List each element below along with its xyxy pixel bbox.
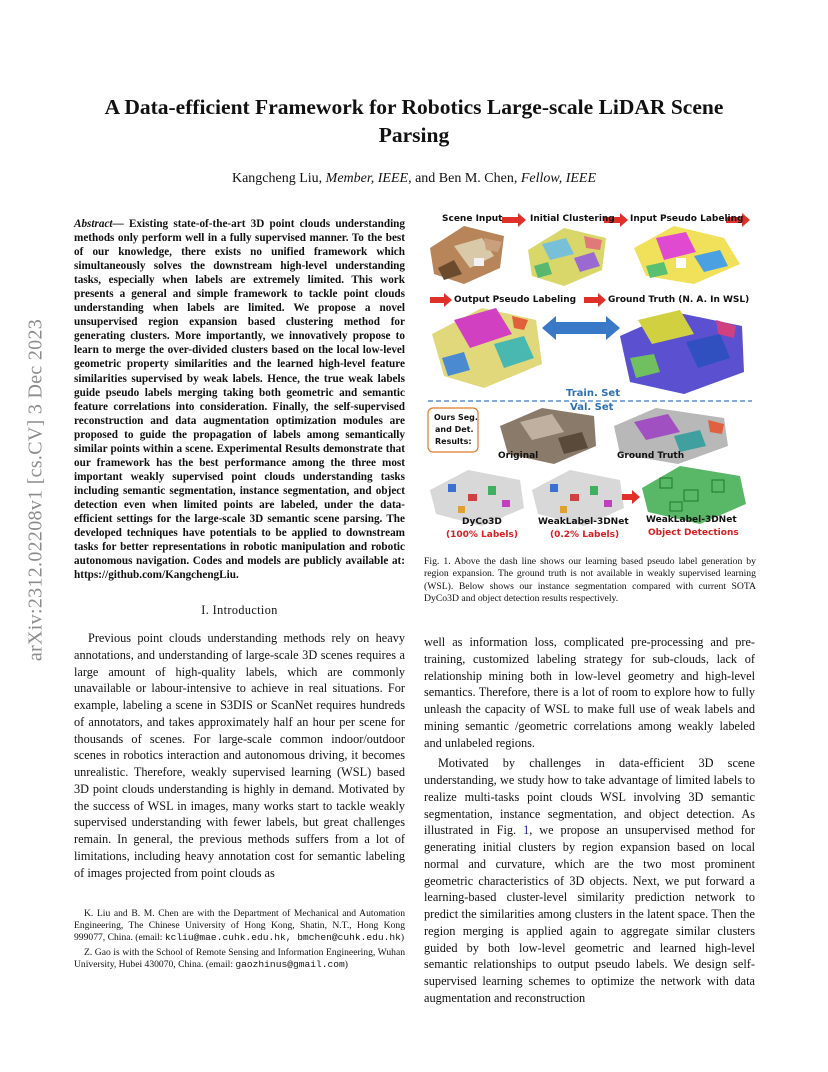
figure-1 (424, 208, 756, 546)
footnote-2-email[interactable]: gaozhinus@gmail.com (235, 958, 345, 970)
author-role-2: Fellow, IEEE (520, 171, 597, 186)
intro-paragraph: Previous point clouds understanding methods rely on heavy annotations, and understanding of large-scale 3D scenes requires a large amount of high-quality labels, which are commonly unavailable or labour-intensive to achieve in real situations. For example, labeling a scene in S3DIS or ScanNet requires hundreds of annotators, and takes approximately half an hour per scene for thousands of scenes. For large-scale common indoor/outdoor scenes in robotics interaction and autonomous driving, it becomes unrealistic. Therefore, weakly supervised learning (WSL) based 3D point clouds understanding is highly in demand. Motivated by the success of WSL in images, many works start to tackle weakly supervised understanding with fewer labels, but great challenges remain. In general, the previous methods suffers from a lot of limitations, including heavy annotation cost for semantic labeling of images projected from point clouds as (74, 631, 405, 880)
scene-input-render (430, 226, 504, 284)
label-ours-3: Results: (435, 437, 472, 446)
figure-graphic (424, 208, 756, 546)
label-val-set: Val. Set (570, 402, 614, 413)
footnote-1 (74, 908, 405, 945)
section-heading: I. Introduction (201, 603, 278, 617)
double-arrow (542, 316, 620, 340)
right-paragraph-2 (424, 755, 755, 1006)
label-output-pseudo: Output Pseudo Labeling (454, 295, 577, 305)
footnotes (74, 908, 405, 973)
label-train-set: Train. Set (566, 388, 620, 399)
intro-body (74, 630, 405, 881)
right-column-body (424, 634, 755, 1007)
footnote-2-text: Z. Gao is with the School of Remote Sensing and Information Engineering, Wuhan University, Hubei 430070, China. (email: (74, 946, 405, 970)
arrow-5 (584, 293, 606, 307)
label-dyco3d: DyCo3D (462, 517, 502, 527)
label-original: Original (498, 451, 539, 461)
arxiv-identifier-text: arXiv:2312.02208v1 [cs.CV] 3 Dec 2023 (24, 318, 47, 662)
abstract-text: — Existing state-of-the-art 3D point clouds understanding methods only perform well in a fully supervised manner. To the best of our knowledge, there exists no unified framework which simultaneously solves the downstream high-level understanding tasks, especially when labels are extremely limited. This work presents a general and simple framework to tackle point clouds understanding when labels are limited. We propose a novel unsupervised region expansion based clustering method for generating clusters. More importantly, we innovatively propose to learn to merge the over-divided clusters based on the local low-level geometric property similarities and the learned high-level feature similarities supervised by weak labels. Hence, the true weak labels guide pseudo labels merging taking both geometric and semantic feature correlations into consideration. Finally, the self-supervised reconstruction and data augmentation optimization modules are proposed to guide the propagation of labels among semantically similar points within a scene. Experimental Results demonstrate that our framework has the best performance among the three most important weakly supervised point clouds understanding tasks including semantic segmentation, instance segmentation, and object detection even when limited points are labeled, under the data-efficient settings for the large-scale 3D semantic scene parsing. The developed techniques have potentials to be applied to downstream tasks for better representations in robotic manipulation and robotic autonomous navigation. Codes and models are publicly available at: https://github.com/KangchengLiu. (74, 218, 405, 582)
ground-truth-na-render (620, 310, 744, 394)
initial-clustering-render (528, 228, 606, 286)
label-scene-input: Scene Input (442, 214, 503, 224)
right-paragraph-2a: Motivated by challenges in data-efficient 3D scene understanding, we study how to take advantage of limited labels to realize multi-tasks point clouds WSL involving 3D semantic segmentation, instance segmentation, and object detection. As illustrated in Fig. (424, 756, 755, 838)
label-ours-1: Ours Seg. (434, 413, 478, 422)
author-line (80, 171, 748, 187)
label-ground-truth-na: Ground Truth (N. A. In WSL) (608, 295, 750, 305)
arrow-1 (502, 213, 526, 227)
footnote-2-end: ) (344, 958, 348, 970)
author-name-1: Kangcheng Liu, (231, 171, 326, 186)
input-pseudo-labeling-render (634, 226, 740, 284)
label-100-labels: (100% Labels) (446, 530, 518, 540)
arrow-4 (430, 293, 452, 307)
label-initial-clustering: Initial Clustering (530, 214, 615, 224)
arxiv-identifier (21, 290, 51, 690)
label-weaklabel-1: WeakLabel-3DNet (538, 517, 629, 527)
label-ground-truth: Ground Truth (617, 451, 685, 461)
abstract-lead: Abstract (74, 218, 113, 230)
right-paragraph-1: well as information loss, complicated pre-processing and pre-training, customized labeling strategy for sub-clouds, lack of relationship mining both in low-level geometry and high-level semantics. Therefore, there is a lot of room to explore how to fully unleash the capacity of WSL to make full use of weak labels and mining semantic /geometric correlations among weakly labeled and unlabeled regions. (424, 635, 755, 750)
footnote-2 (74, 947, 405, 971)
label-0-2-labels: (0.2% Labels) (550, 530, 620, 540)
label-object-detections: Object Detections (648, 528, 739, 538)
abstract (74, 217, 405, 582)
author-separator: , and Ben M. Chen, (408, 171, 521, 186)
label-ours-2: and Det. (435, 425, 474, 434)
output-pseudo-labeling-render (432, 308, 542, 388)
right-paragraph-2b: , we propose an unsupervised method for generating initial clusters by region expansion based on local normal and curvature, which are the two most prominent geometric characteristics of 3D objects. Next, we put forward a learning-based cluster-level similarity prediction network to predict the similarities among clusters in the latent space. Then the region merging is applied again to aggregate similar clusters guided by both low-level geometric and learned high-level semantic relationships to output pseudo labels. We design self-supervised learning schemes to optimize the network with data augmentation and reconstruction (424, 823, 755, 1005)
arrow-6 (622, 490, 640, 504)
figure-ref-link[interactable]: 1 (523, 823, 530, 838)
footnote-1-end: ) (400, 932, 405, 944)
label-weaklabel-2: WeakLabel-3DNet (646, 515, 737, 525)
paper-title: A Data-efficient Framework for Robotics Large-scale LiDAR Scene Parsing (104, 95, 724, 147)
footnote-1-text: K. Liu and B. M. Chen are with the Department of Mechanical and Automation Engineering, The Chinese University of Hong Kong, Shatin, N.T., Hong Kong 999077, China. (email: (74, 908, 405, 944)
figure-caption: Fig. 1. Above the dash line shows our learning based pseudo label generation by region expansion. The ground truth is not available in weakly supervised learning (WSL). Below shows our instance segmentation compared with current SOTA DyCo3D and object detection results respectively. (424, 556, 756, 604)
footnote-1-email[interactable]: kcliu@mae.cuhk.edu.hk, bmchen@cuhk.edu.hk (164, 932, 401, 944)
label-input-pseudo: Input Pseudo Labeling (630, 214, 744, 224)
author-role-1: Member, IEEE (325, 171, 409, 186)
